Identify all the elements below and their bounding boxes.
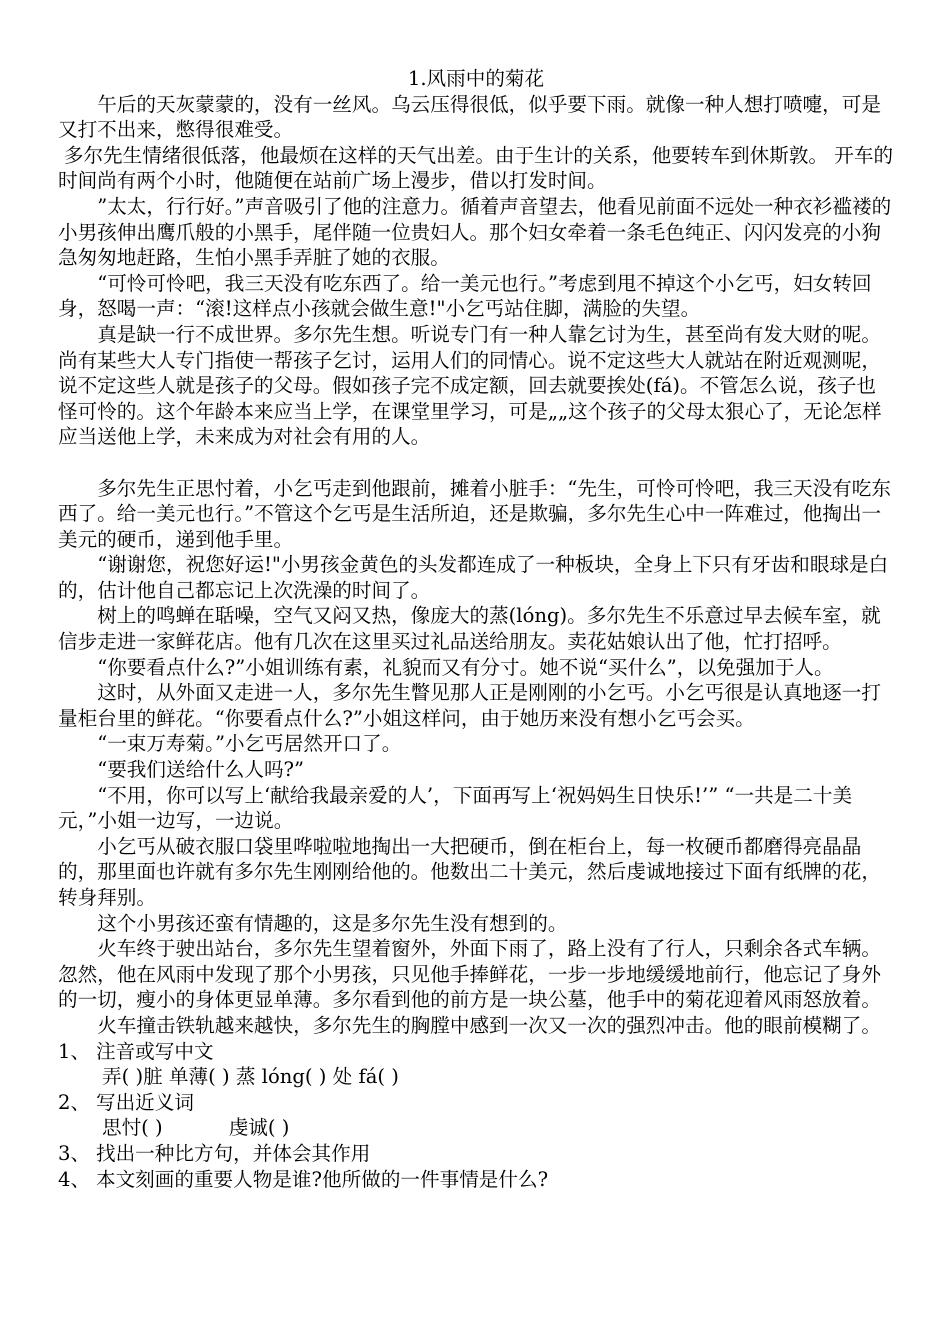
question-4	[58, 1167, 894, 1193]
question-1-blanks: 弄( )脏 单薄( ) 蒸 lóng( ) 处 fá( )	[102, 1065, 399, 1089]
paragraph-15: 这个小男孩还蛮有情趣的，这是多尔先生没有想到的。	[97, 911, 568, 935]
question-text: 注音或写中文	[96, 1039, 214, 1063]
document-page	[58, 66, 894, 1192]
paragraph-6: 多尔先生正思忖着，小乞丐走到他跟前，摊着小脏手：“先生，可怜可怜吧，我三天没有吃东西了。给一美元也行。”不管这个乞丐是生活所迫，还是欺骗，多尔先生心中一阵难过，他掏出一美元的硬币，递到他手里。	[58, 476, 891, 551]
question-2	[58, 1090, 894, 1116]
paragraph-10: 这时，从外面又走进一人，多尔先生瞥见那人正是刚刚的小乞丐。小乞丐很是认真地逐一打量柜台里的鲜花。“你要看点什么?”小姐这样问，由于她历来没有想小乞丐会买。	[58, 681, 881, 730]
paragraph-9: “你要看点什么?”小姐训练有素，礼貌而又有分寸。她不说“买什么”，以免强加于人。	[97, 655, 834, 679]
document-title: 1.风雨中的菊花	[407, 67, 545, 90]
paragraph-4: “可怜可怜吧，我三天没有吃东西了。给一美元也行。”考虑到甩不掉这个小乞丐，妇女转回身，怒喝一声：“滚!这样点小孩就会做生意!"小乞丐站住脚，满脸的失望。	[58, 271, 872, 321]
paragraph-13: “不用，你可以写上‘献给我最亲爱的人’，下面再写上‘祝妈妈生日快乐!’” “一共是二十美元，”小姐一边写，一边说。	[58, 783, 853, 833]
paragraph-11: “一束万寿菊。”小乞丐居然开口了。	[97, 732, 402, 756]
paragraph-2: 多尔先生情绪很低落，他最烦在这样的天气出差。由于生计的关系，他要转车到休斯敦。 开车的时间尚有两个小时，他随便在站前广场上漫步，借以打发时间。	[58, 143, 894, 193]
paragraph-14: 小乞丐从破衣服口袋里哗啦啦地掏出一大把硬币，倒在柜台上，每一枚硬币都磨得亮晶晶的，那里面也许就有多尔先生刚刚给他的。他数出二十美元，然后虔诚地接过下面有纸牌的花，转身拜别。	[58, 834, 881, 909]
paragraph-8: 树上的鸣蝉在聒噪，空气又闷又热，像庞大的蒸(lóng)。多尔先生不乐意过早去候车室，就信步走进一家鲜花店。他有几次在这里买过礼品送给朋友。卖花姑娘认出了他，忙打招呼。	[58, 604, 881, 654]
paragraph-17: 火车撞击铁轨越来越快，多尔先生的胸膛中感到一次又一次的强烈冲击。他的眼前模糊了。	[97, 1013, 881, 1037]
question-text: 写出近义词	[96, 1090, 194, 1114]
paragraph-1: 午后的天灰蒙蒙的，没有一丝风。乌云压得很低，似乎要下雨。就像一种人想打喷嚏，可是又打不出来，憋得很难受。	[58, 92, 881, 142]
paragraph-5: 真是缺一行不成世界。多尔先生想。听说专门有一种人靠乞讨为生，甚至尚有发大财的呢。尚有某些大人专门指使一帮孩子乞讨，运用人们的同情心。说不定这些大人就站在附近观测呢，说不定这些人就是孩子的父母。假如孩子完不成定额，回去就要挨处(fá)。不管怎么说，孩子也怪可怜的。这个年龄本来应当上学，在课堂里学习，可是„„这个孩子的父母太狠心了，无论怎样应当送他上学，未来成为对社会有用的人。	[58, 322, 882, 449]
synonym-blank-1: 思忖( )	[102, 1116, 163, 1140]
question-number: 2、	[58, 1090, 91, 1114]
question-number: 3、	[58, 1141, 91, 1165]
question-number: 4、	[58, 1167, 91, 1191]
paragraph-16: 火车终于驶出站台，多尔先生望着窗外，外面下雨了，路上没有了行人，只剩余各式车辆。忽然，他在风雨中发现了那个小男孩，只见他手捧鲜花，一步一步地缓缓地前行，他忘记了身外的一切，瘦小的身体更显单薄。多尔看到他的前方是一块公墓，他手中的菊花迎着风雨怒放着。	[58, 937, 881, 1012]
question-text: 本文刻画的重要人物是谁?他所做的一件事情是什么?	[96, 1167, 549, 1191]
question-3	[58, 1141, 894, 1167]
question-2-blanks	[58, 1115, 894, 1141]
question-text: 找出一种比方句，并体会其作用	[96, 1141, 371, 1165]
paragraph-7: “谢谢您，祝您好运!"小男孩金黄色的头发都连成了一种板块，全身上下只有牙齿和眼球是白的，估计他自己都忘记上次洗澡的时间了。	[58, 553, 889, 602]
paragraph-12: “要我们送给什么人吗?”	[97, 758, 305, 782]
blank-line	[58, 450, 894, 476]
question-number: 1、	[58, 1039, 91, 1063]
synonym-blank-2: 虔诚( )	[228, 1116, 290, 1140]
question-1	[58, 1039, 894, 1065]
paragraph-3: ”太太，行行好。”声音吸引了他的注意力。循着声音望去，他看见前面不远处一种衣衫褴褛的小男孩伸出鹰爪般的小黑手，尾伴随一位贵妇人。那个妇女牵着一条毛色纯正、闪闪发亮的小狗急匆匆地赶路，生怕小黑手弄脏了她的衣服。	[58, 194, 892, 270]
